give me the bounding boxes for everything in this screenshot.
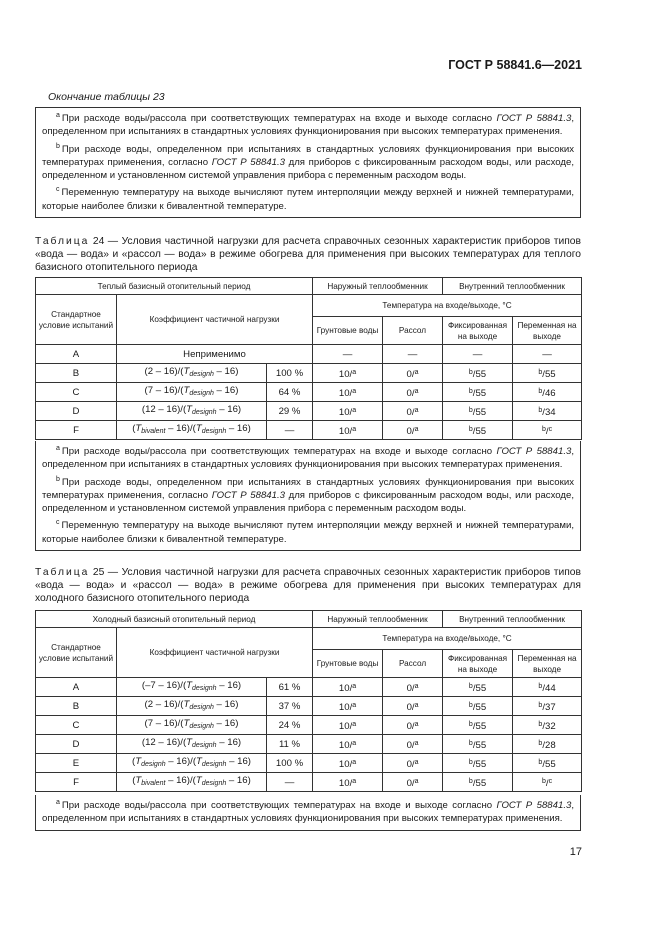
footnote-b: $^b$ При расходе воды, определенном при испытаниях в стандартных условиях функционирования при высоких температурах применения, согласно ГОСТ Р 58841.3 для приборов с фиксированным расходом воды, или расходе, определенном и установленном системой управления прибора с переменным расходом воды. <box>42 475 574 515</box>
period-header: Теплый базисный отопительный период <box>36 278 313 295</box>
table-row: D $(12 - 16)/(T_{designh} - 16)$ 29 % 10/$^a$ 0/$^a$ $^b$/55 $^b$/34 <box>36 402 582 421</box>
std-condition-header: Стандартное условие испытаний <box>36 628 117 678</box>
table-row: A Неприменимо — — — — <box>36 345 582 364</box>
variable-out-header: Переменная на выходе <box>513 650 582 678</box>
std-condition-header: Стандартное условие испытаний <box>36 295 117 345</box>
footnotes-table25 <box>35 795 581 831</box>
table24-caption: Таблица 24 — Условия частичной нагрузки для расчета справочных сезонных характеристик приборов типов «вода — вода» и «рассол — вода» в режиме обогрева для применения при высоких температурах для теплого базисного отопительного периода <box>35 236 581 273</box>
variable-out-header: Переменная на выходе <box>513 317 582 345</box>
fixed-out-header: Фиксированная на выходе <box>443 317 513 345</box>
footnote-a: $^a$ При расходе воды/рассола при соответствующих температурах на входе и выходе согласно ГОСТ Р 58841.3, определенном при испытаниях в стандартных условиях функционирования при высоких температурах применения. <box>42 112 574 138</box>
table-row: A $(-7 - 16)/(T_{designh} - 16)$ 61 % 10/$^a$ 0/$^a$ $^b$/55 $^b$/44 <box>36 678 582 697</box>
table-row: F $(T_{bivalent} - 16)/(T_{designh} - 16)$ — 10/$^a$ 0/$^a$ $^b$/55 $^b$/$^c$ <box>36 421 582 440</box>
footnotes-table24 <box>35 441 581 551</box>
part-load-header: Коэффициент частичной нагрузки <box>117 295 313 345</box>
footnote-b: $^b$ При расходе воды, определенном при испытаниях в стандартных условиях функционирования при высоких температурах применения, согласно ГОСТ Р 58841.3 для приборов с фиксированным расходом воды, или расходе, определенном и установленном системой управления прибора с переменным расходом воды. <box>42 142 574 182</box>
brine-header: Рассол <box>383 317 443 345</box>
brine-header: Рассол <box>383 650 443 678</box>
table-row: E $(T_{designh} - 16)/(T_{designh} - 16)$ 100 % 10/$^a$ 0/$^a$ $^b$/55 $^b$/55 <box>36 754 582 773</box>
table-row: D $(12 - 16)/(T_{designh} - 16)$ 11 % 10/$^a$ 0/$^a$ $^b$/55 $^b$/28 <box>36 735 582 754</box>
table25 <box>35 610 582 792</box>
page-number: 17 <box>569 846 582 858</box>
table-row: B $(2 - 16)/(T_{designh} - 16)$ 100 % 10/$^a$ 0/$^a$ $^b$/55 $^b$/55 <box>36 364 582 383</box>
outdoor-hx-header: Наружный теплообменник <box>313 611 443 628</box>
temp-header: Температура на входе/выходе, °С <box>313 295 582 317</box>
table25-caption: Таблица 25 — Условия частичной нагрузки для расчета справочных сезонных характеристик приборов типов «вода — вода» и «рассол — вода» в режиме обогрева для применения при высоких температурах для холодного базисного отопительного периода <box>35 567 581 604</box>
fixed-out-header: Фиксированная на выходе <box>443 650 513 678</box>
indoor-hx-header: Внутренний теплообменник <box>443 611 582 628</box>
table-row: F $(T_{bivalent} - 16)/(T_{designh} - 16)$ — 10/$^a$ 0/$^a$ $^b$/55 $^b$/$^c$ <box>36 773 582 792</box>
footnotes-table23 <box>35 107 581 218</box>
footnote-a: $^a$ При расходе воды/рассола при соответствующих температурах на входе и выходе согласно ГОСТ Р 58841.3, определенном при испытаниях в стандартных условиях функционирования при высоких температурах применения. <box>42 445 574 471</box>
table-row: B $(2 - 16)/(T_{designh} - 16)$ 37 % 10/$^a$ 0/$^a$ $^b$/55 $^b$/37 <box>36 697 582 716</box>
footnote-c: $^c$ Переменную температуру на выходе вычисляют путем интерполяции между верхней и нижней температурами, которые наиболее близки к бивалентной температуре. <box>42 519 574 545</box>
indoor-hx-header: Внутренний теплообменник <box>443 278 582 295</box>
table-continuation-label: Окончание таблицы 23 <box>48 91 165 103</box>
table-row: C $(7 - 16)/(T_{designh} - 16)$ 64 % 10/$^a$ 0/$^a$ $^b$/55 $^b$/46 <box>36 383 582 402</box>
outdoor-hx-header: Наружный теплообменник <box>313 278 443 295</box>
document-number: ГОСТ Р 58841.6—2021 <box>448 58 582 72</box>
temp-header: Температура на входе/выходе, °С <box>313 628 582 650</box>
footnote-c: $^c$ Переменную температуру на выходе вычисляют путем интерполяции между верхней и нижней температурами, которые наиболее близки к бивалентной температуре. <box>42 186 574 212</box>
part-load-header: Коэффициент частичной нагрузки <box>117 628 313 678</box>
footnote-a: $^a$ При расходе воды/рассола при соответствующих температурах на входе и выходе согласно ГОСТ Р 58841.3, определенном при испытаниях в стандартных условиях функционирования при высоких температурах применения. <box>42 799 574 825</box>
ground-water-header: Грунтовые воды <box>313 650 383 678</box>
ground-water-header: Грунтовые воды <box>313 317 383 345</box>
period-header: Холодный базисный отопительный период <box>36 611 313 628</box>
table24 <box>35 277 582 440</box>
table-row: C $(7 - 16)/(T_{designh} - 16)$ 24 % 10/$^a$ 0/$^a$ $^b$/55 $^b$/32 <box>36 716 582 735</box>
